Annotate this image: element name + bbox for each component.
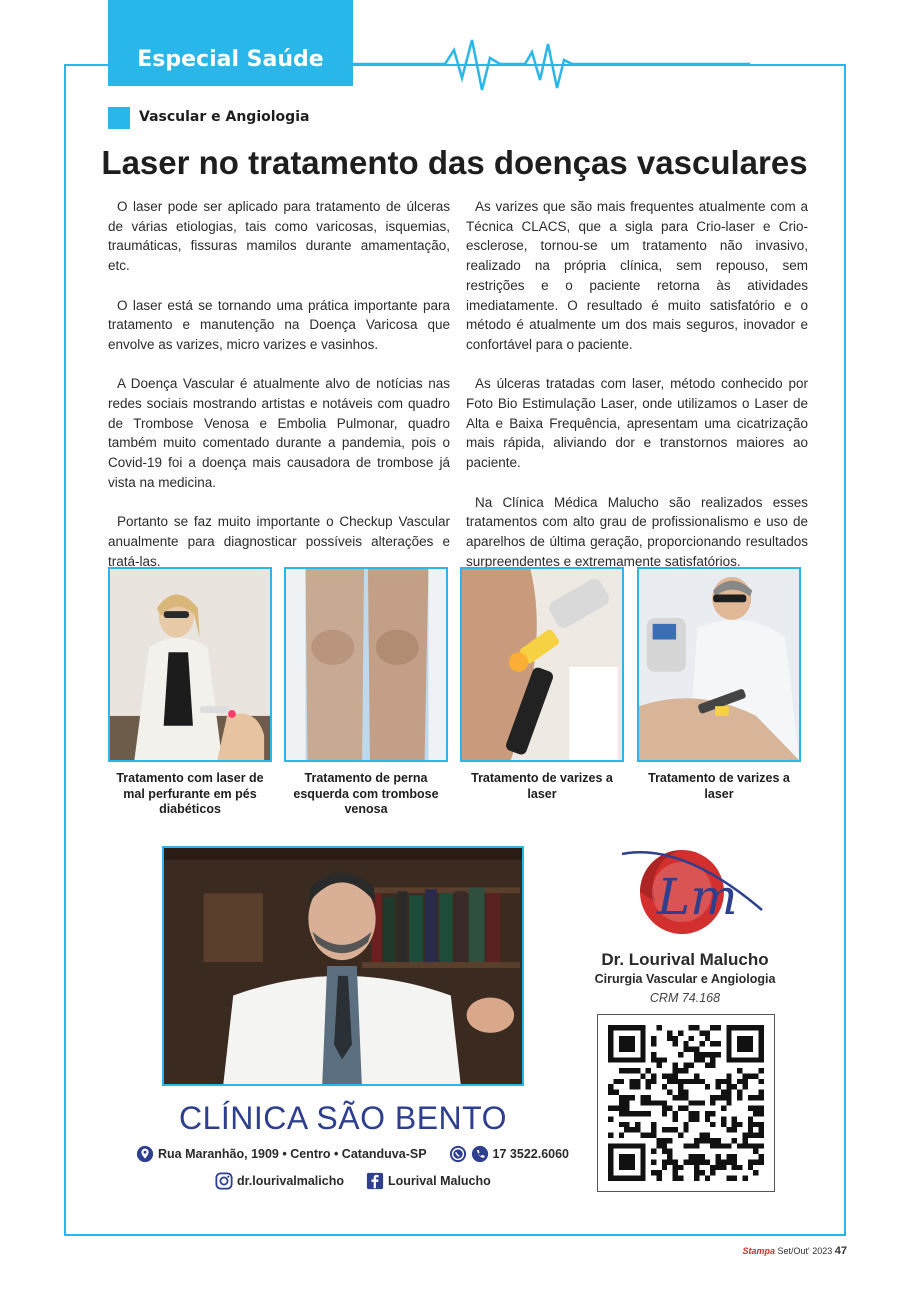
issue-date: Set/Out' 2023 xyxy=(774,1246,835,1256)
paragraph: As úlceras tratadas com laser, método conhecido por Foto Bio Estimulação Laser, onde utilizamos o Laser de Alta e Baixa Frequência, apresentam uma cicatrização mais rápida, aliviando dor e transtornos maiores ao paciente. xyxy=(466,376,808,471)
photo-leg-thrombosis-treatment xyxy=(284,567,448,762)
page-number: 47 xyxy=(834,1245,847,1257)
paragraph: As varizes que são mais frequentes atualmente com a Técnica CLACS, que a sigla para Crio-laser e Crio-esclerose, tornou-se um tratamento não invasivo, realizado na própria clínica, sem repouso, sem restrições e o paciente retorna às atividades imediatamente. O resultado é muito satisfatório e o método é atualmente um dos mais seguros, inovador e confortável para o paciente. xyxy=(466,199,808,352)
clinic-address: Rua Maranhão, 1909 • Centro • Catanduva-SP xyxy=(158,1147,427,1161)
instagram-handle: dr.lourivalmalicho xyxy=(237,1174,344,1188)
doctor-crm: CRM 74.168 xyxy=(649,991,721,1005)
facebook-name: Lourival Malucho xyxy=(387,1174,491,1188)
phone-icon xyxy=(471,1145,489,1163)
photo-caption: Tratamento de varizes a laser xyxy=(471,771,613,801)
photo-caption: Tratamento de varizes a laser xyxy=(648,771,790,801)
clinic-name: CLÍNICA SÃO BENTO xyxy=(179,1100,507,1136)
doctor-specialty: Cirurgia Vascular e Angiologia xyxy=(594,972,776,986)
whatsapp-icon xyxy=(449,1145,467,1163)
article-title: Laser no tratamento das doenças vasculares xyxy=(101,144,808,181)
paragraph: O laser pode ser aplicado para tratamento de úlceras de várias etiologias, tais como varicosas, isquemias, traumáticas, fissuras mamilos durante amamentação, etc. xyxy=(108,199,450,274)
doctor-name: Dr. Lourival Malucho xyxy=(601,950,769,969)
doctor-logo xyxy=(612,842,772,942)
section-tab: Especial Saúde xyxy=(108,0,353,86)
paragraph: Portanto se faz muito importante o Checkup Vascular anualmente para diagnosticar possíveis alterações e tratá-las. xyxy=(108,514,450,569)
clinic-contact-row xyxy=(136,1145,569,1163)
page-footer xyxy=(742,1245,847,1257)
paragraph: O laser está se tornando uma prática importante para tratamento e manutenção na Doença Varicosa que envolve as varizes, micro varizes e vasinhos. xyxy=(108,297,450,352)
photo-caption: Tratamento de perna esquerda com trombose venosa xyxy=(293,771,439,816)
heartbeat-line-icon xyxy=(350,30,850,100)
magazine-brand: Stampa xyxy=(742,1246,775,1256)
category-label: Vascular e Angiologia xyxy=(139,109,310,125)
article-column-right xyxy=(466,197,808,591)
location-pin-icon xyxy=(136,1145,154,1163)
photo-caption: Tratamento com laser de mal perfurante em pés diabéticos xyxy=(116,771,264,816)
photo-laser-varicose-treatment-1 xyxy=(460,567,624,762)
article-column-left xyxy=(108,197,450,591)
qr-code[interactable] xyxy=(597,1014,775,1192)
paragraph: A Doença Vascular é atualmente alvo de notícias nas redes sociais mostrando artistas e notáveis com quadro de Trombose Venosa e Embolia Pulmonar, quadro também muito comentado durante a pandemia, pois o Covid-19 foi a doença mais causadora de trombose já vista na medicina. xyxy=(108,376,450,490)
photo-diabetic-foot-treatment xyxy=(108,567,272,762)
doctor-photo xyxy=(162,846,524,1086)
facebook-icon xyxy=(366,1172,384,1190)
social-links-row xyxy=(215,1172,491,1190)
photo-laser-varicose-treatment-2 xyxy=(637,567,801,762)
paragraph: Na Clínica Médica Malucho são realizados esses tratamentos com alto grau de profissionalismo e uso de aparelhos de última geração, proporcionando resultados surpreendentes e extremamente satisfatórios. xyxy=(466,494,808,569)
instagram-icon xyxy=(215,1172,233,1190)
logo-monogram: Lm xyxy=(657,868,738,926)
clinic-phone: 17 3522.6060 xyxy=(492,1147,570,1161)
category-marker xyxy=(108,107,130,129)
